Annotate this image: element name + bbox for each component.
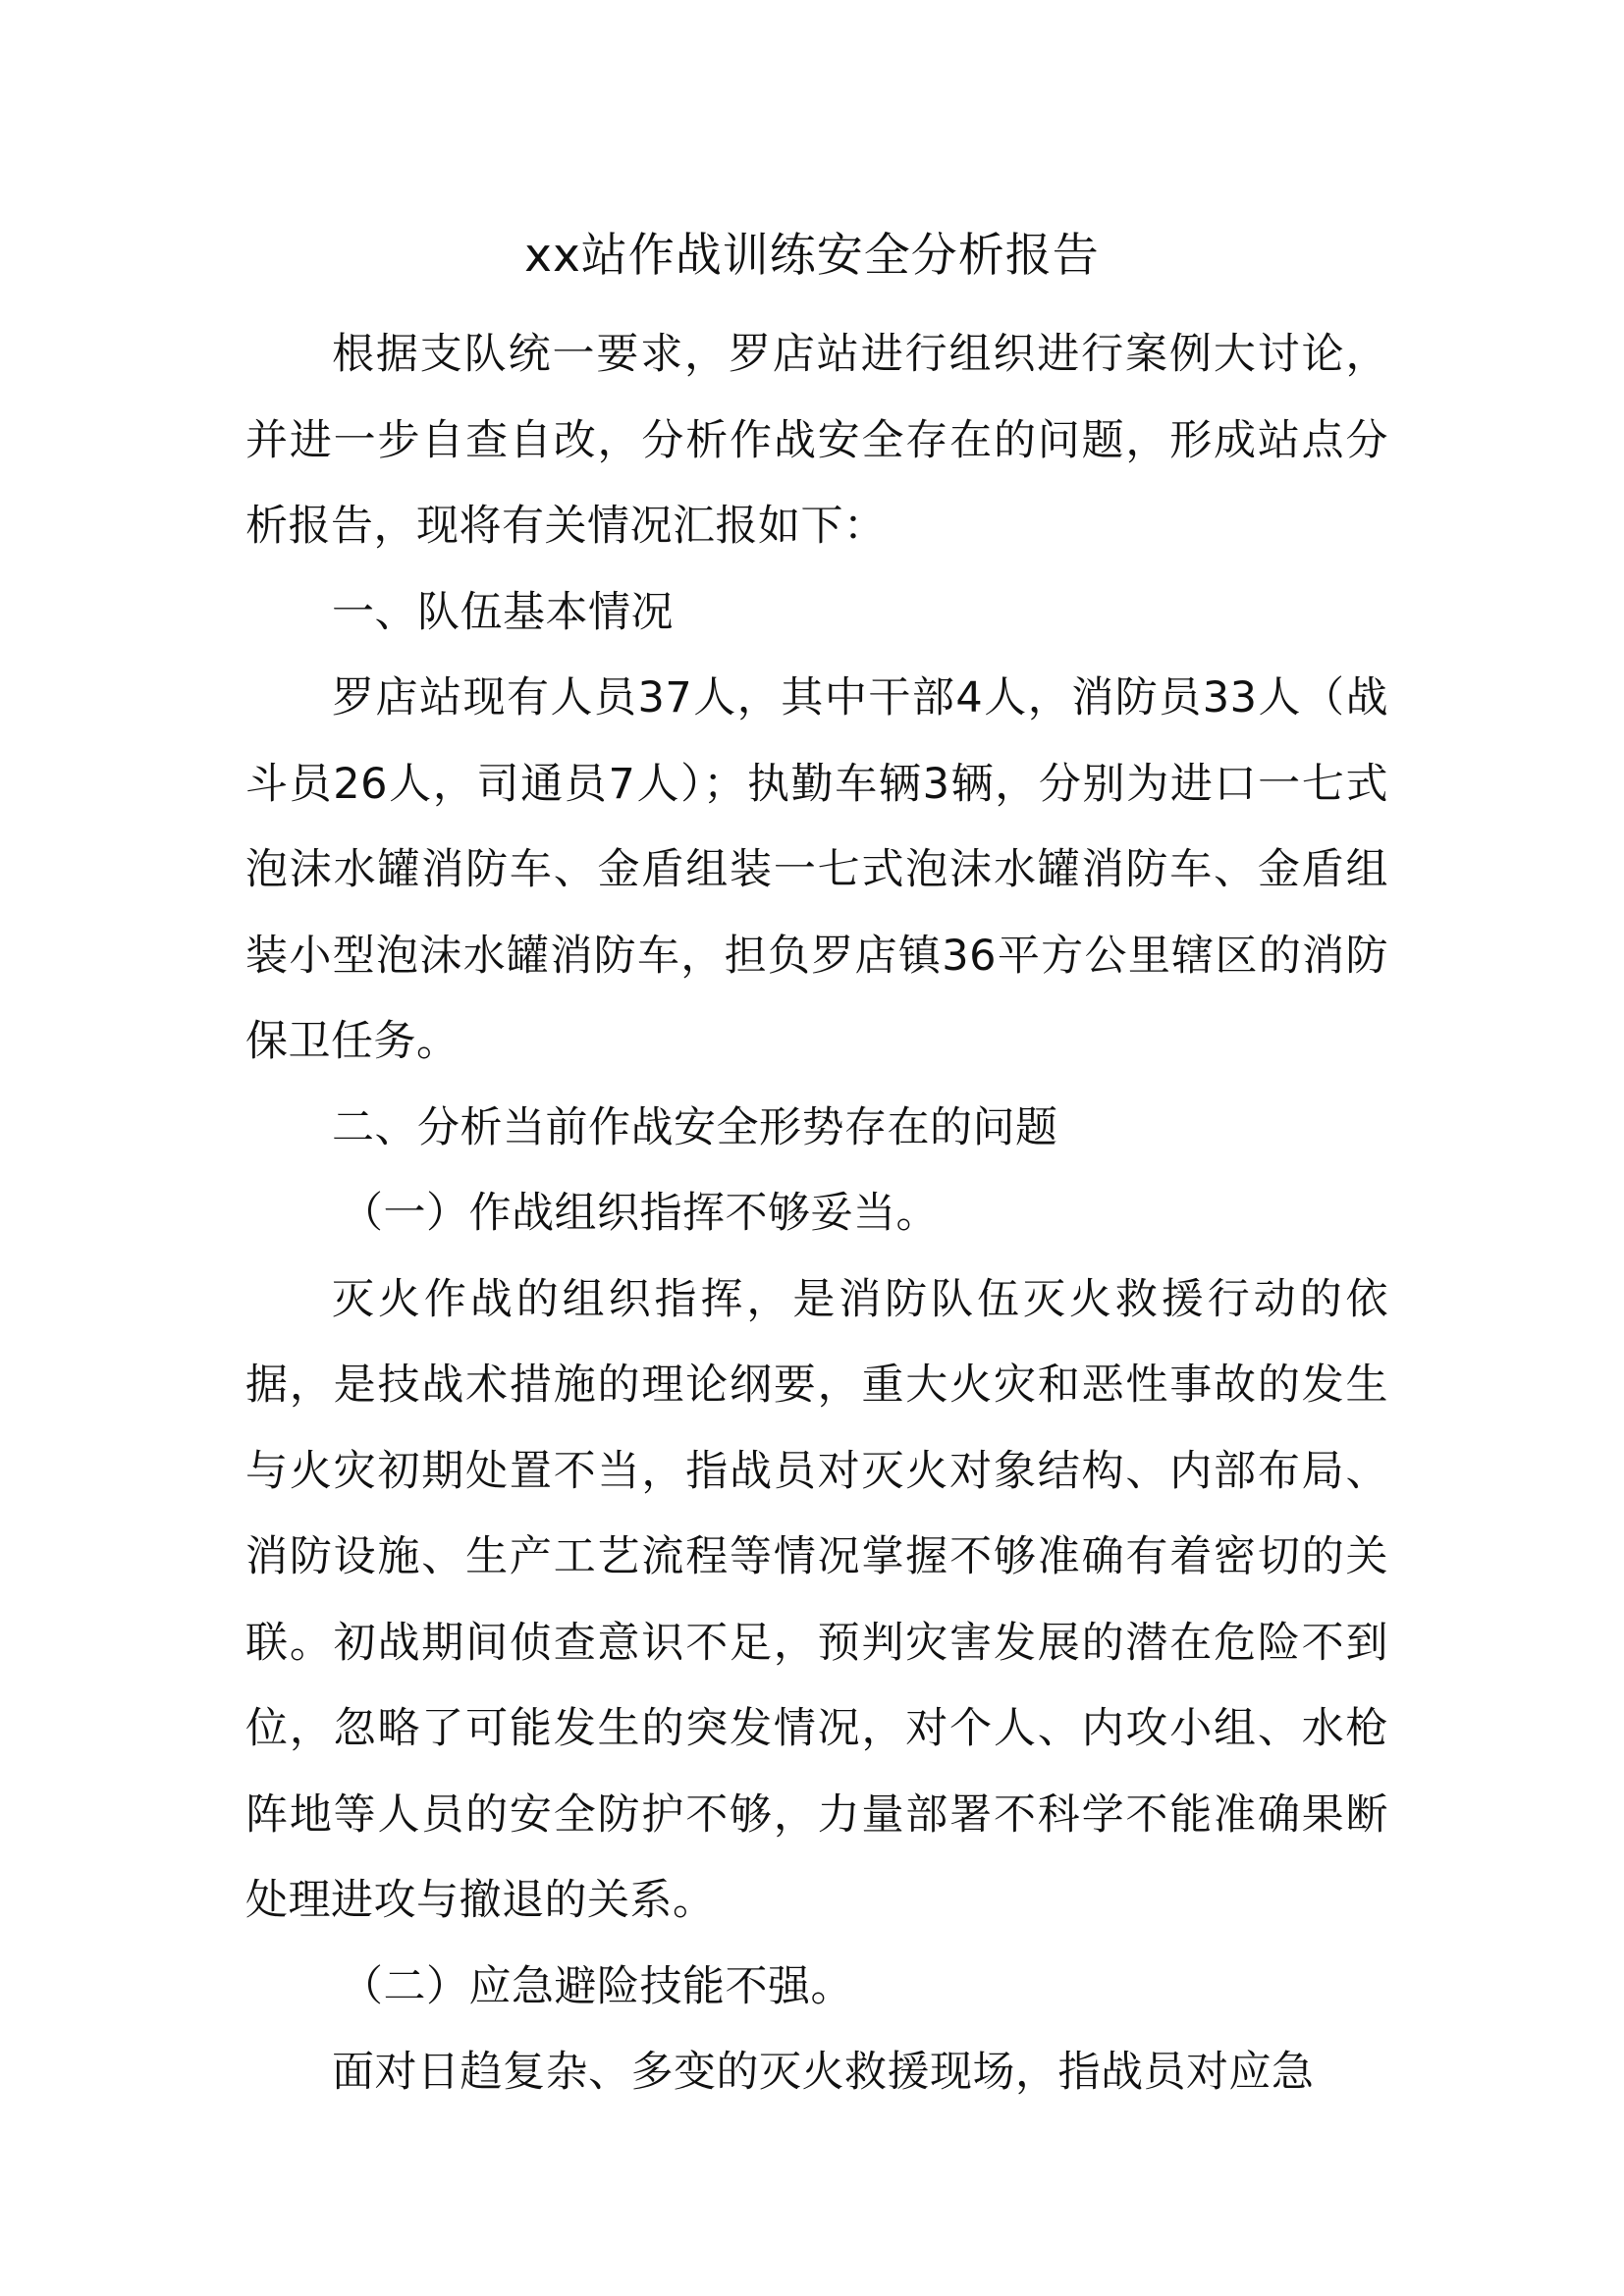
document-title: xx站作战训练安全分析报告 — [524, 229, 1100, 283]
command-analysis-paragraph: 灭火作战的组织指挥，是消防队伍灭火救援行动的依据，是技战术措施的理论纲要，重大火灾和恶性事故的发生与火灾初期处置不当，指战员对灭火对象结构、内部布局、消防设施、生产工艺流程等情况掌握不够准确有着密切的关联。初战期间侦查意识不足，预判灾害发展的潜在危险不到位，忽略了可能发生的突发情况，对个人、内攻小组、水枪阵地等人员的安全防护不够，力量部署不科学不能准确果断处理进攻与撤退的关系。 — [245, 1274, 1388, 1925]
document-body — [245, 312, 1388, 2116]
section-heading-2: 二、分析当前作战安全形势存在的问题 — [332, 1102, 1058, 1152]
intro-paragraph: 根据支队统一要求，罗店站进行组织进行案例大讨论，并进一步自查自改，分析作战安全存在的问题，形成站点分析报告，现将有关情况汇报如下： — [245, 330, 1388, 551]
subsection-heading-1: （一）作战组织指挥不够妥当。 — [341, 1189, 939, 1238]
team-info-paragraph: 罗店站现有人员37人，其中干部4人，消防员33人（战斗员26人，司通员7人）；执勤车辆3辆，分别为进口一七式泡沫水罐消防车、金盾组装一七式泡沫水罐消防车、金盾组装小型泡沫水罐消防车，担负罗店镇36平方公里辖区的消防保卫任务。 — [245, 673, 1388, 1066]
section-heading-1: 一、队伍基本情况 — [332, 587, 674, 637]
subsection-heading-2: （二）应急避险技能不强。 — [341, 1961, 853, 2011]
emergency-analysis-paragraph: 面对日趋复杂、多变的灭火救援现场，指战员对应急 — [332, 2048, 1315, 2097]
